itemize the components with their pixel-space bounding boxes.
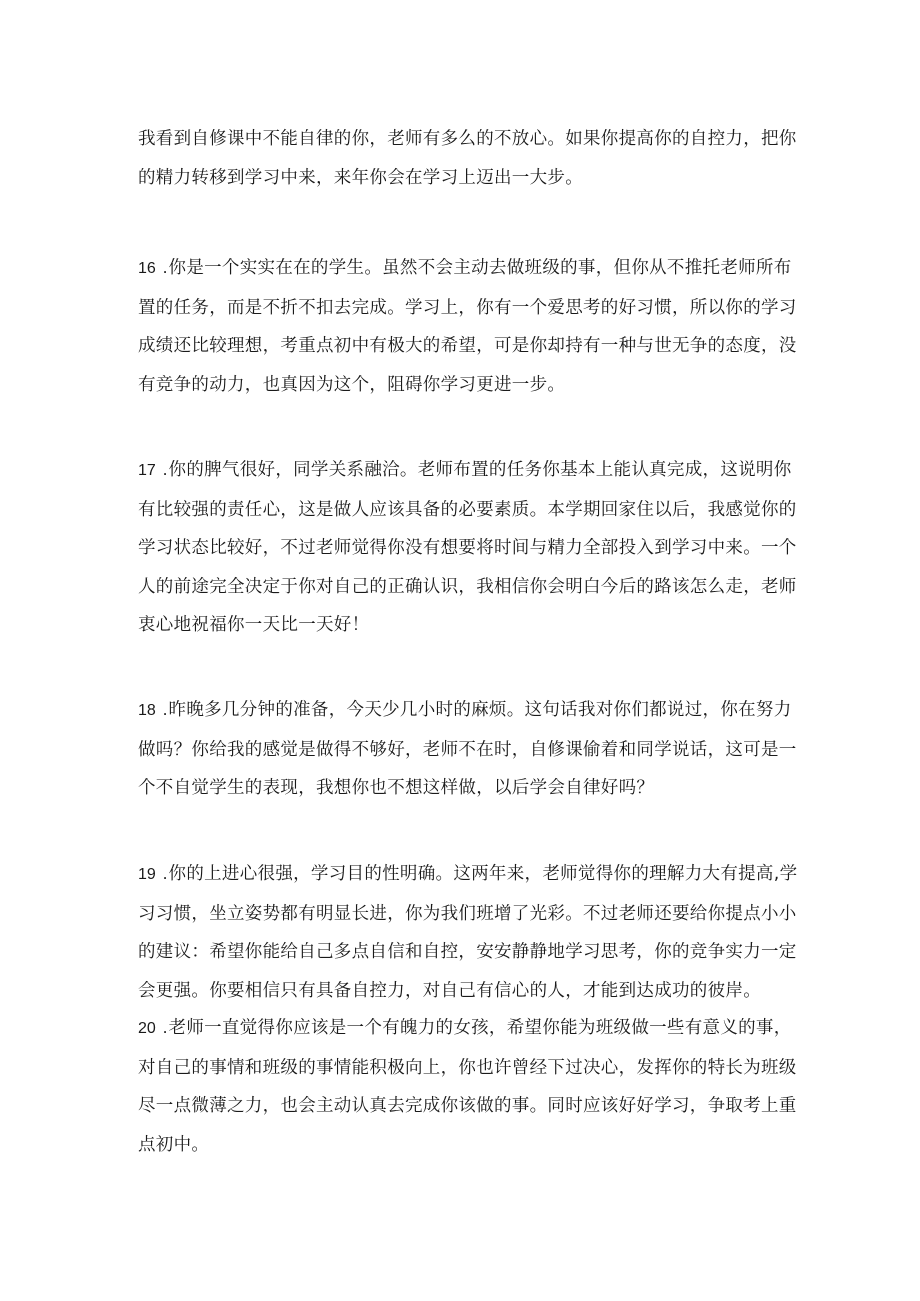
comment-paragraph-20 xyxy=(138,1008,798,1164)
comment-paragraph-continued xyxy=(138,120,798,197)
paragraph-separator: . xyxy=(157,257,168,277)
paragraph-number: 16 xyxy=(138,260,156,277)
paragraph-separator: . xyxy=(157,1017,168,1037)
paragraph-number: 19 xyxy=(138,866,156,883)
paragraph-separator: . xyxy=(157,863,168,883)
paragraph-text: 你的上进心很强，学习目的性明确。这两年来，老师觉得你的理解力大有提高,学习习惯，坐立姿势都有明显长进，你为我们班增了光彩。不过老师还要给你提点小小的建议：希望你能给自己多点自信和自控，安安静静地学习思考，你的竞争实力一定会更强。你要相信只有具备自控力，对自己有信心的人，才能到达成功的彼岸。 xyxy=(138,864,798,1001)
paragraph-text: 昨晚多几分钟的准备，今天少几小时的麻烦。这句话我对你们都说过，你在努力做吗？你给我的感觉是做得不够好，老师不在时，自修课偷着和同学说话，这可是一个不自觉学生的表现，我想你也不想这样做，以后学会自律好吗？ xyxy=(138,700,797,798)
paragraph-separator: . xyxy=(157,459,168,479)
paragraph-number: 18 xyxy=(138,702,156,719)
paragraph-number: 20 xyxy=(138,1020,156,1037)
paragraph-text: 我看到自修课中不能自律的你，老师有多么的不放心。如果你提高你的自控力，把你的精力转移到学习中来，来年你会在学习上迈出一大步。 xyxy=(138,129,797,188)
comment-paragraph-16 xyxy=(138,248,798,404)
comment-paragraph-18 xyxy=(138,690,798,808)
paragraph-text: 你的脾气很好，同学关系融洽。老师布置的任务你基本上能认真完成，这说明你有比较强的责任心，这是做人应该具备的必要素质。本学期回家住以后，我感觉你的学习状态比较好，不过老师觉得你没有想要将时间与精力全部投入到学习中来。一个人的前途完全决定于你对自己的正确认识，我相信你会明白今后的路该怎么走，老师衷心地祝福你一天比一天好！ xyxy=(138,460,797,635)
comment-paragraph-19 xyxy=(138,854,798,1010)
paragraph-text: 老师一直觉得你应该是一个有魄力的女孩，希望你能为班级做一些有意义的事，对自己的事情和班级的事情能积极向上，你也许曾经下过决心，发挥你的特长为班级尽一点微薄之力，也会主动认真去完成你该做的事。同时应该好好学习，争取考上重点初中。 xyxy=(138,1018,797,1155)
paragraph-separator: . xyxy=(157,699,168,719)
paragraph-number: 17 xyxy=(138,462,156,479)
comment-paragraph-17 xyxy=(138,450,798,645)
paragraph-text: 你是一个实实在在的学生。虽然不会主动去做班级的事，但你从不推托老师所布置的任务，而是不折不扣去完成。学习上，你有一个爱思考的好习惯，所以你的学习成绩还比较理想，考重点初中有极大的希望，可是你却持有一种与世无争的态度，没有竞争的动力，也真因为这个，阻碍你学习更进一步。 xyxy=(138,258,797,395)
